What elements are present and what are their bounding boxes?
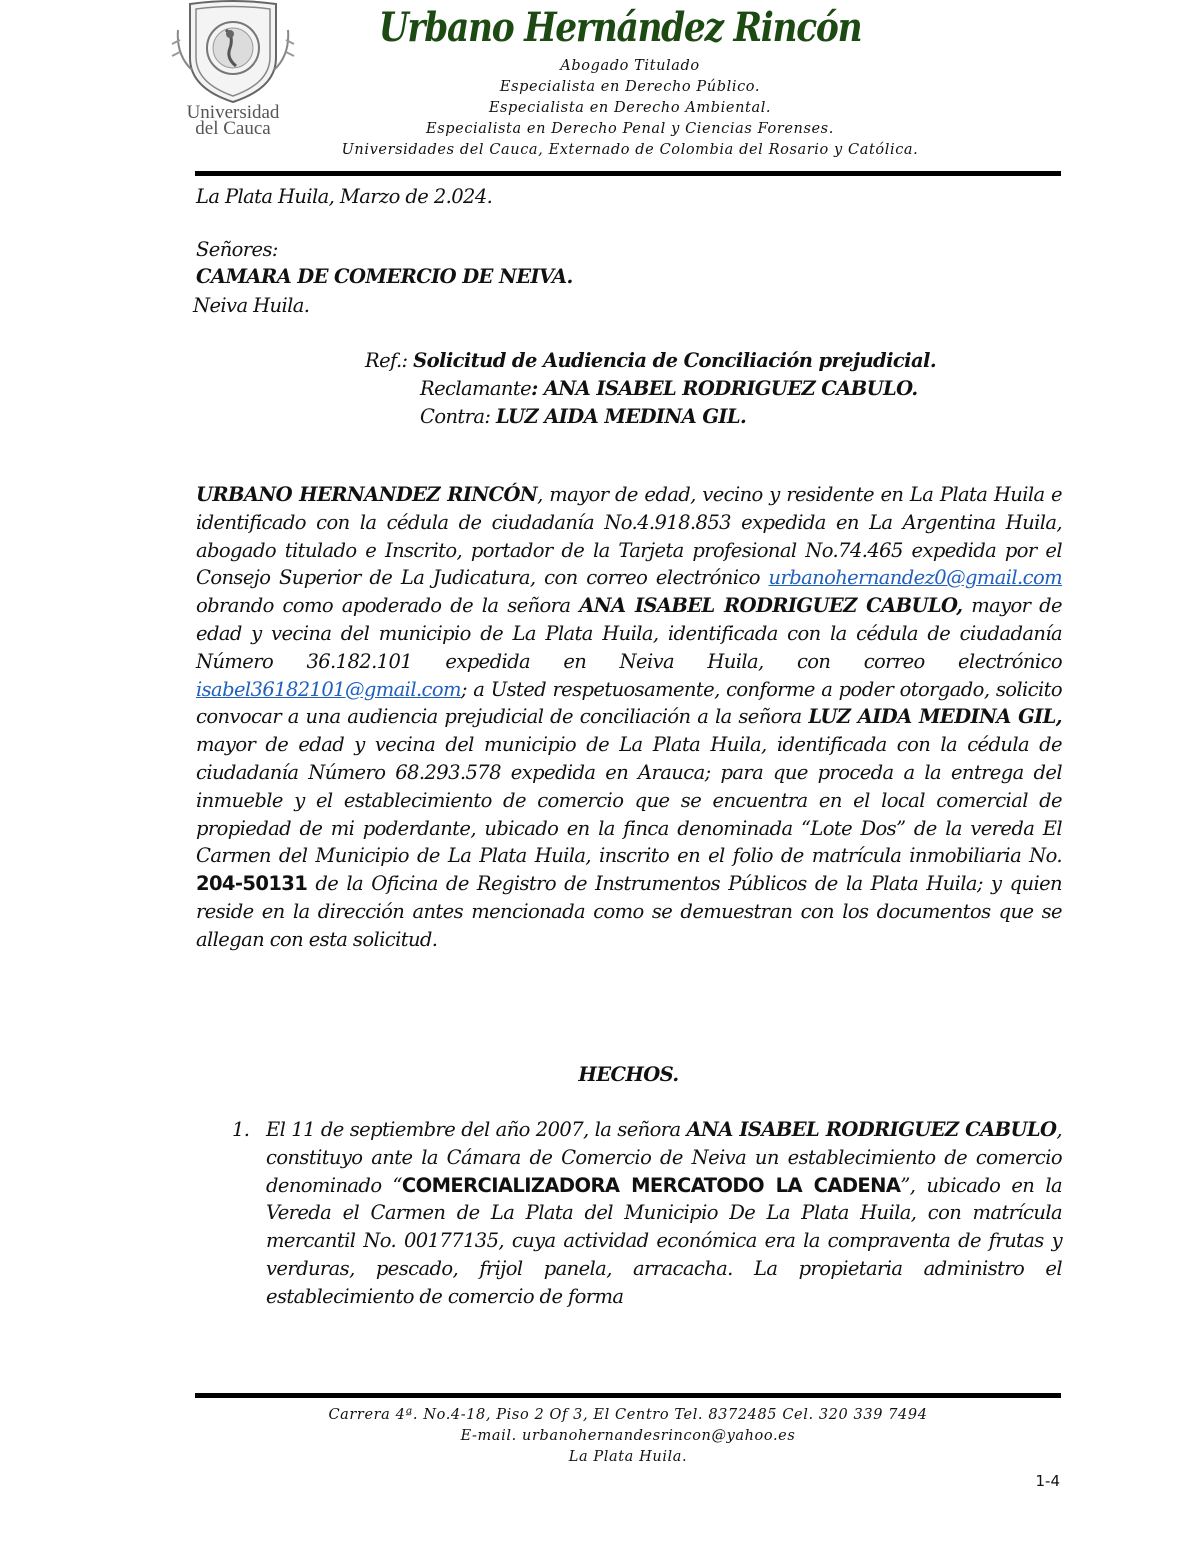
claimant-value: : ANA ISABEL RODRIGUEZ CABULO. <box>531 377 918 400</box>
salutation: Señores: <box>196 238 278 261</box>
company-name: COMERCIALIZADORA MERCATODO LA CADENA <box>401 1173 901 1197</box>
email-link-attorney[interactable]: urbanohernandez0@gmail.com <box>768 566 1062 590</box>
list-item-text: , constituyo ante la Cámara de Comercio de Neiva un establecimiento de comercio denominado “ <box>266 1118 1062 1197</box>
page-number: 1-4 <box>1035 1472 1060 1490</box>
header-rule <box>195 171 1061 176</box>
list-item-number: 1. <box>232 1118 250 1141</box>
header-line-specialty-2: Especialista en Derecho Ambiental. <box>488 100 772 116</box>
counterparty-name: LUZ AIDA MEDINA GIL, <box>808 705 1062 729</box>
email-link-client[interactable]: isabel36182101@gmail.com <box>196 677 461 701</box>
paragraph-text: de la Oficina de Registro de Instrumentos Públicos de la Plata Huila; y quien reside en la dirección antes mencionada como se demuestran con los documentos que se allegan con esta solicitud. <box>196 872 1062 951</box>
footer-address: Carrera 4ª. No.4-18, Piso 2 Of 3, El Centro Tel. 8372485 Cel. 320 339 7494 <box>328 1407 928 1423</box>
paragraph-text: obrando como apoderado de la señora <box>196 594 580 618</box>
footer-city: La Plata Huila. <box>568 1449 688 1465</box>
university-logo <box>168 0 298 140</box>
list-item-text: ”, ubicado en la Vereda el Carmen de La Plata del Municipio De La Plata Huila, con matrícula mercantil No. 00177135, cuya actividad económica era la compraventa de frutas y verduras, pescado, frijol panela, arracacha. La propietaria administro el establecimiento de comercio de forma <box>266 1173 1062 1308</box>
list-item-text: El 11 de septiembre del año 2007, la señora <box>266 1118 687 1141</box>
reference-line <box>365 349 936 372</box>
header-line-universities: Universidades del Cauca, Externado de Colombia del Rosario y Católica. <box>341 142 919 158</box>
svg-text:Universidad: Universidad <box>186 102 280 123</box>
header-line-title: Abogado Titulado <box>560 58 700 74</box>
header-line-specialty-1: Especialista en Derecho Público. <box>499 79 761 95</box>
paragraph-text: ; a Usted respetuosamente, conforme a poder otorgado, solicito convocar a una audiencia prejudicial de conciliación a la señora <box>196 677 1062 729</box>
footer-email: E-mail. urbanohernandesrincon@yahoo.es <box>460 1428 796 1444</box>
header-name: Urbano Hernández Rincón <box>378 4 862 51</box>
owner-name: ANA ISABEL RODRIGUEZ CABULO <box>686 1118 1057 1141</box>
footer-rule <box>195 1393 1061 1398</box>
claimant-label: Reclamante <box>420 377 532 400</box>
recipient: CAMARA DE COMERCIO DE NEIVA. <box>196 265 573 288</box>
claimant-line <box>420 377 918 400</box>
list-item <box>266 1116 1062 1311</box>
header-line-specialty-3: Especialista en Derecho Penal y Ciencias Forenses. <box>426 121 834 137</box>
paragraph-text: , mayor de edad, vecino y residente en La Plata Huila e identificado con la cédula de ciudadanía No.4.918.853 expedida en La Argentina Huila, abogado titulado e Inscrito, portador de la Tarjeta profesional No.74.465 expedida por el Consejo Superior de La Judicatura, con correo electrónico <box>196 483 1063 590</box>
place-date: La Plata Huila, Marzo de 2.024. <box>196 185 493 208</box>
recipient-city: Neiva Huila. <box>193 294 310 317</box>
reference-value: Solicitud de Audiencia de Conciliación prejudicial. <box>413 349 937 372</box>
paragraph-text: mayor de edad y vecina del municipio de La Plata Huila, identificada con la cédula de ciudadanía Número 36.182.101 expedida en Neiva Huila, con correo electrónico <box>196 594 1062 673</box>
against-label: Contra: <box>420 405 491 428</box>
folio-number: 204-50131 <box>196 872 308 896</box>
svg-text:del Cauca: del Cauca <box>195 118 271 139</box>
section-title-hechos: HECHOS. <box>578 1063 679 1086</box>
paragraph-text: mayor de edad y vecina del municipio de La Plata Huila, identificada con la cédula de ciudadanía Número 68.293.578 expedida en Arauca; para que proceda a la entrega del inmueble y el establecimiento de comercio que se encuentra en el local comercial de propiedad de mi poderdante, ubicado en la finca denominada “Lote Dos” de la vereda El Carmen del Municipio de La Plata Huila, inscrito en el folio de matrícula inmobiliaria No. <box>196 733 1062 868</box>
attorney-name: URBANO HERNANDEZ RINCÓN <box>196 483 538 506</box>
against-line <box>420 405 746 428</box>
against-value: LUZ AIDA MEDINA GIL. <box>495 405 747 428</box>
client-name: ANA ISABEL RODRIGUEZ CABULO, <box>579 594 963 618</box>
intro-paragraph <box>196 481 1062 954</box>
reference-label: Ref.: <box>365 349 408 372</box>
